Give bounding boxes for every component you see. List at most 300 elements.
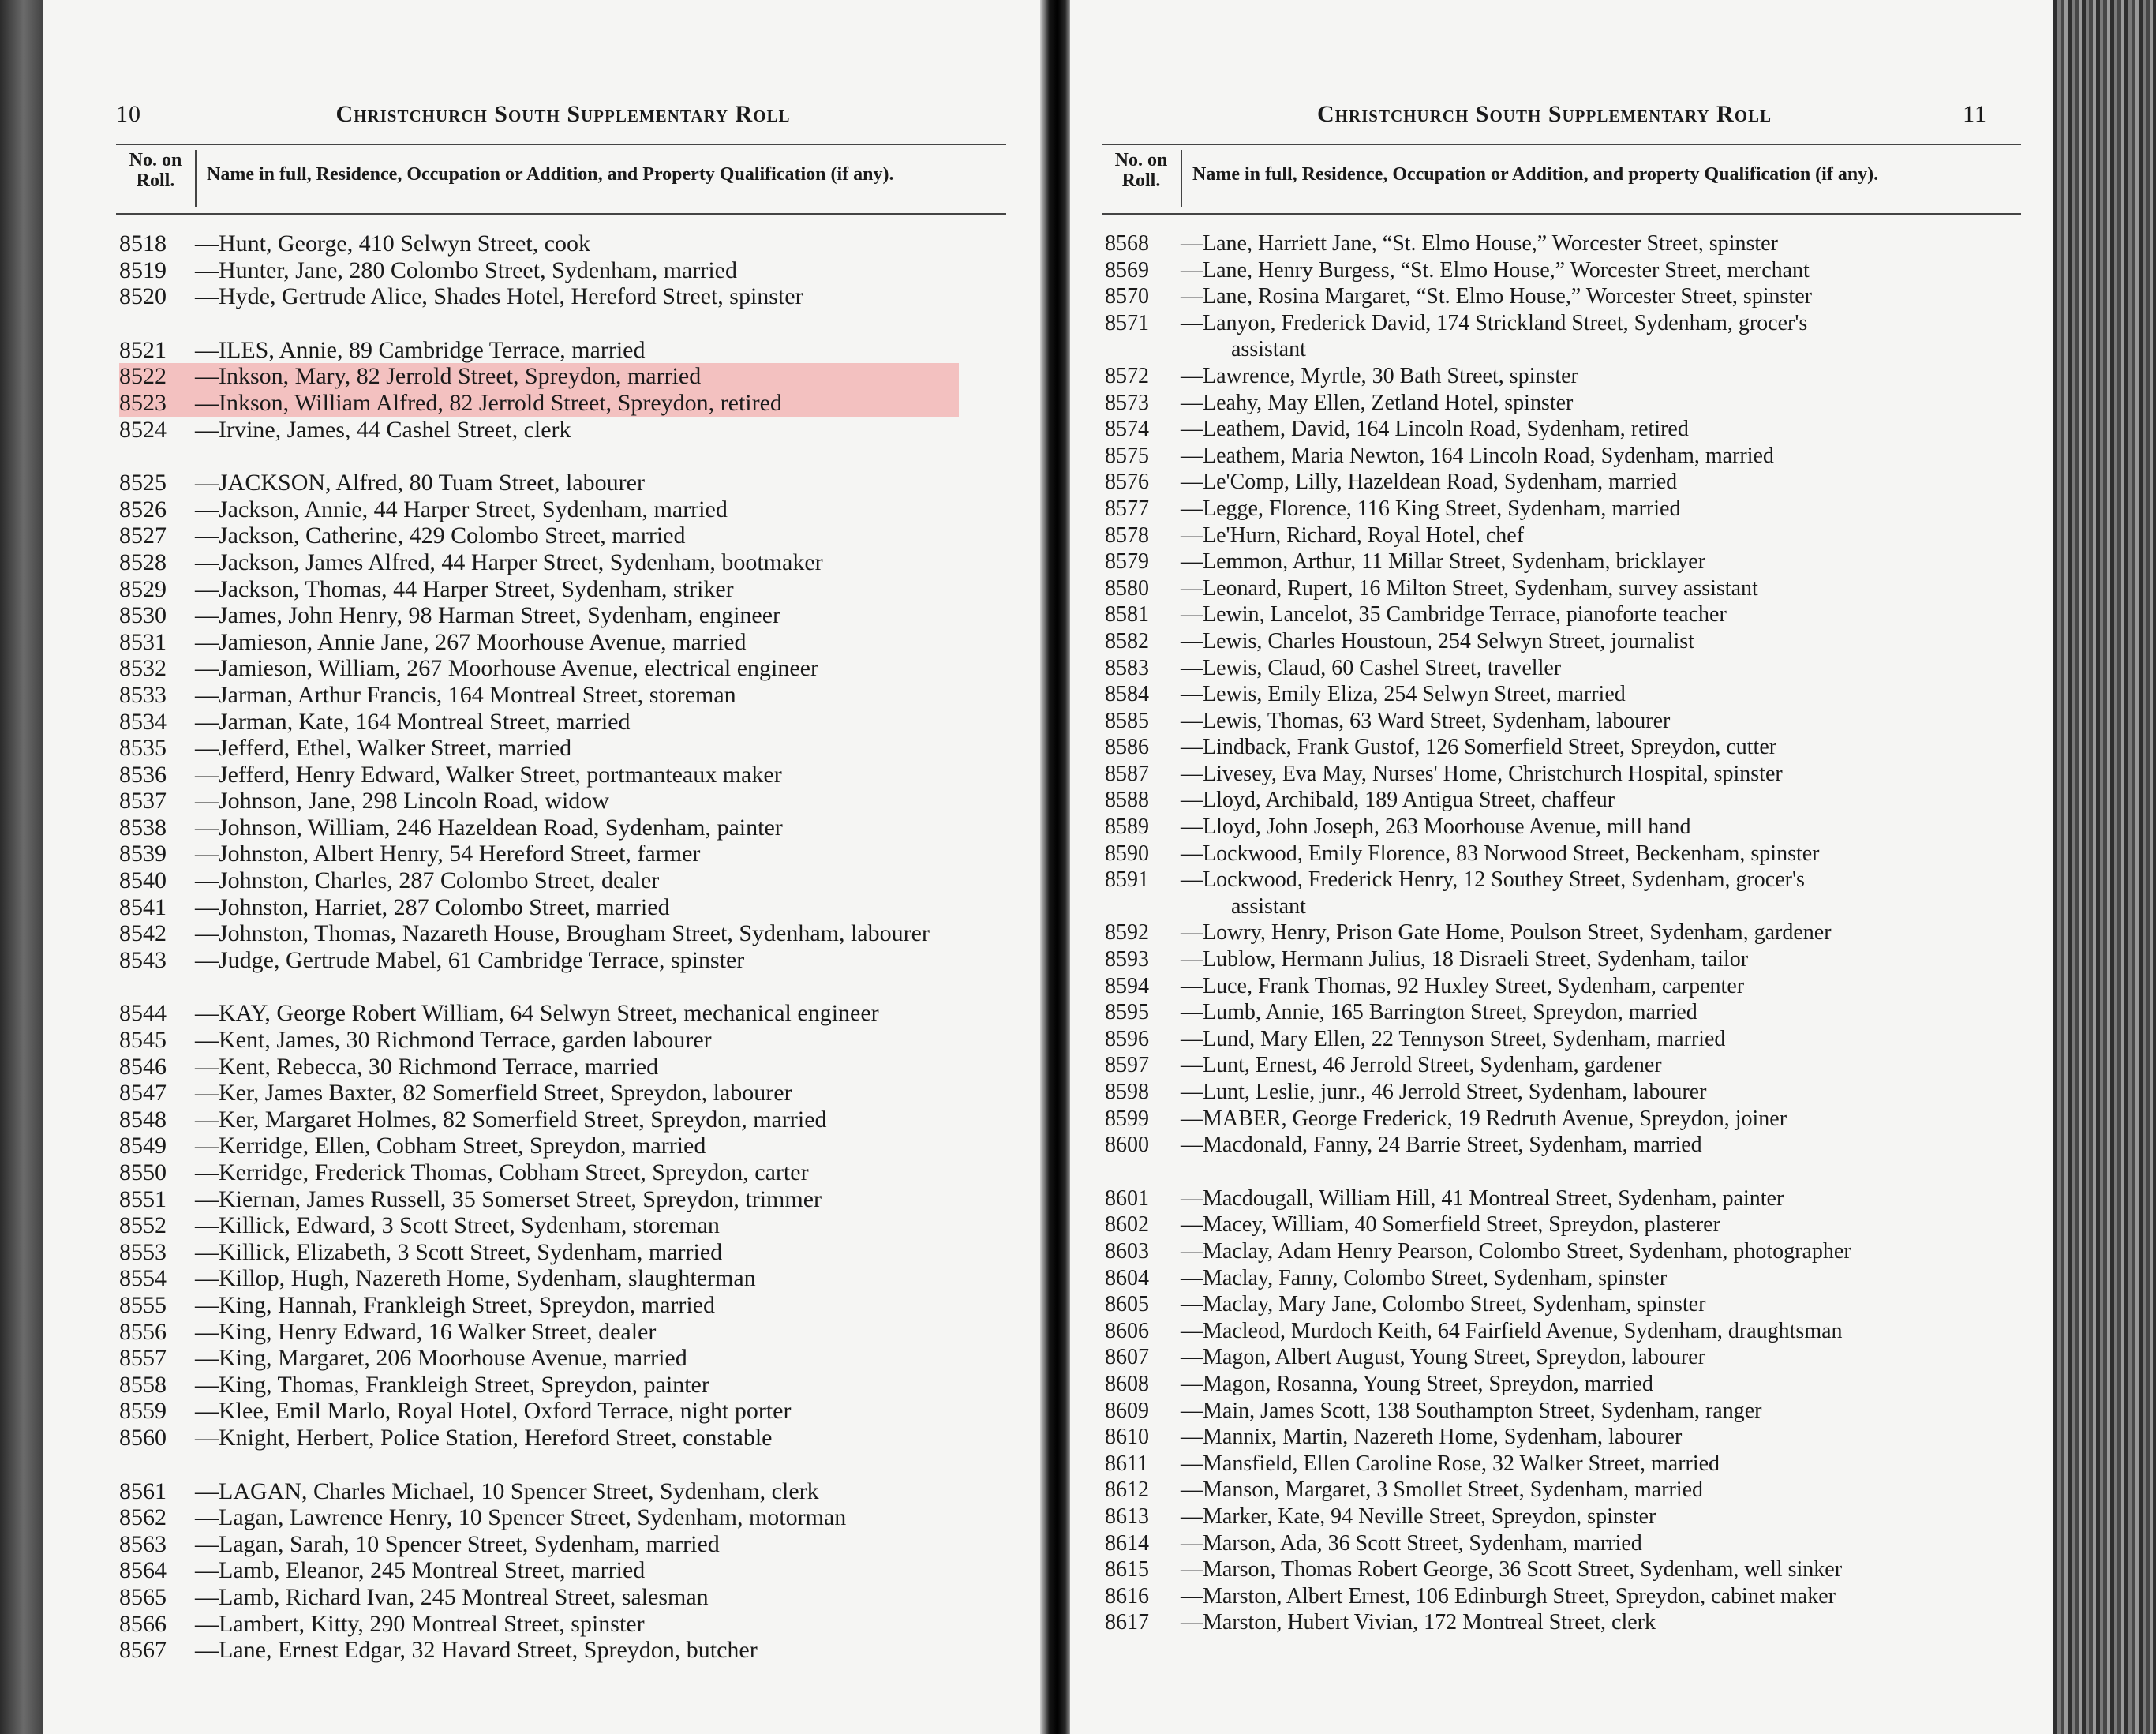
entry-text: —Lewis, Charles Houstoun, 254 Selwyn Street, journalist — [1181, 628, 1694, 654]
entry-text: —Lambert, Kitty, 290 Montreal Street, spinster — [195, 1610, 645, 1637]
entry-text: —Lewis, Emily Eliza, 254 Selwyn Street, married — [1181, 682, 1626, 707]
roll-entry — [1105, 1318, 2033, 1345]
roll-entry — [1105, 1344, 2033, 1371]
roll-entry — [119, 283, 1026, 310]
entry-text: —Jackson, Thomas, 44 Harper Street, Sydenham, striker — [195, 575, 734, 602]
entry-text: —Jackson, Annie, 44 Harper Street, Sydenham, married — [195, 496, 728, 522]
roll-entry — [1105, 496, 2033, 522]
roll-entry — [119, 549, 1026, 576]
roll-entry — [119, 522, 1026, 549]
entry-text: —Jackson, Catherine, 429 Colombo Street, married — [195, 522, 686, 549]
entry-text: —Jamieson, Annie Jane, 267 Moorhouse Avenue, married — [195, 628, 747, 655]
roll-entry — [119, 762, 1026, 788]
roll-entry — [1105, 1583, 2033, 1610]
roll-entry — [119, 1133, 1026, 1159]
entry-text: —Lamb, Eleanor, 245 Montreal Street, married — [195, 1557, 646, 1584]
entry-text: —Marson, Ada, 36 Scott Street, Sydenham, married — [1181, 1530, 1642, 1556]
roll-number: 8591 — [1105, 867, 1149, 893]
roll-entry — [1105, 443, 2033, 470]
entry-text: —Lagan, Sarah, 10 Spencer Street, Sydenham, married — [195, 1530, 720, 1557]
entry-text: —JACKSON, Alfred, 80 Tuam Street, labourer — [195, 470, 645, 496]
roll-number: 8528 — [119, 549, 167, 575]
entry-text: —Maclay, Mary Jane, Colombo Street, Sydenham, spinster — [1181, 1292, 1706, 1317]
roll-entry — [119, 1000, 1026, 1027]
roll-entry — [1105, 336, 2033, 363]
roll-number: 8587 — [1105, 761, 1149, 786]
roll-number-column-label: No. on Roll. — [116, 150, 197, 207]
entry-text: —Lublow, Hermann Julius, 18 Disraeli Street, Sydenham, tailor — [1181, 947, 1749, 972]
roll-entry — [119, 655, 1026, 682]
roll-number: 8525 — [119, 470, 167, 496]
roll-entry — [119, 1292, 1026, 1319]
left-page — [43, 0, 1042, 1734]
roll-entry — [119, 1159, 1026, 1186]
entry-text: —Macdonald, Fanny, 24 Barrie Street, Sydenham, married — [1181, 1133, 1702, 1158]
roll-number: 8562 — [119, 1504, 167, 1531]
entry-text: —Kent, Rebecca, 30 Richmond Terrace, married — [195, 1053, 659, 1080]
entry-text: assistant — [1231, 893, 1306, 919]
page-header — [116, 101, 1010, 136]
roll-number: 8566 — [119, 1610, 167, 1637]
roll-number: 8541 — [119, 893, 167, 920]
page-header — [1102, 101, 1987, 136]
roll-number: 8567 — [119, 1637, 167, 1664]
roll-number: 8565 — [119, 1583, 167, 1610]
roll-entry — [119, 1531, 1026, 1558]
roll-entry — [119, 1504, 1026, 1531]
roll-entry — [119, 1372, 1026, 1399]
roll-number-column-label: No. on Roll. — [1102, 150, 1182, 207]
entry-text: —Lumb, Annie, 165 Barrington Street, Spreydon, married — [1181, 1000, 1697, 1025]
roll-number: 8523 — [119, 389, 167, 416]
entry-text: —Jarman, Arthur Francis, 164 Montreal Street, storeman — [195, 681, 736, 708]
entry-text: —Luce, Frank Thomas, 92 Huxley Street, Sydenham, carpenter — [1181, 973, 1745, 998]
roll-number: 8598 — [1105, 1080, 1149, 1104]
roll-entry — [119, 496, 1026, 523]
page-number: 11 — [1963, 101, 1987, 127]
roll-number: 8557 — [119, 1345, 167, 1372]
roll-entry — [1105, 310, 2033, 337]
roll-entry — [119, 735, 1026, 762]
entry-text: —Leathem, David, 164 Lincoln Road, Sydenham, retired — [1181, 417, 1689, 442]
roll-entry — [119, 1584, 1026, 1611]
entry-text: —Johnson, Jane, 298 Lincoln Road, widow — [195, 788, 609, 815]
roll-entry — [1105, 390, 2033, 417]
roll-number: 8568 — [1105, 231, 1149, 256]
roll-entry — [119, 629, 1026, 656]
roll-entry — [1105, 787, 2033, 814]
roll-entry — [119, 1345, 1026, 1372]
entry-text: —Lloyd, Archibald, 189 Antigua Street, chaffeur — [1181, 788, 1615, 813]
roll-number: 8521 — [119, 336, 167, 363]
roll-number: 8581 — [1105, 602, 1149, 627]
roll-number: 8519 — [119, 257, 167, 283]
roll-number: 8610 — [1105, 1425, 1149, 1450]
roll-entry — [1105, 867, 2033, 893]
entry-text: —ILES, Annie, 89 Cambridge Terrace, married — [195, 336, 646, 363]
roll-entry — [1105, 841, 2033, 867]
entry-text: —Leahy, May Ellen, Zetland Hotel, spinster — [1181, 390, 1574, 415]
roll-entry — [119, 1027, 1026, 1054]
roll-number: 8560 — [119, 1424, 167, 1451]
entry-text: —Maclay, Fanny, Colombo Street, Sydenham, spinster — [1181, 1265, 1668, 1290]
roll-number: 8559 — [119, 1398, 167, 1425]
entry-text: —Lanyon, Frederick David, 174 Strickland Street, Sydenham, grocer's — [1181, 310, 1808, 335]
entry-text: —Irvine, James, 44 Cashel Street, clerk — [195, 416, 571, 443]
roll-number: 8573 — [1105, 390, 1149, 415]
roll-entry — [1105, 1079, 2033, 1106]
roll-number: 8550 — [119, 1159, 167, 1185]
roll-number: 8544 — [119, 1000, 167, 1027]
entry-text: —Jackson, James Alfred, 44 Harper Street, Sydenham, bootmaker — [195, 549, 823, 575]
roll-entry — [1105, 1371, 2033, 1398]
entry-text: —Mansfield, Ellen Caroline Rose, 32 Walker Street, married — [1181, 1451, 1720, 1476]
entry-text: —Macey, William, 40 Somerfield Street, Spreydon, plasterer — [1181, 1212, 1720, 1238]
entry-text: —Lamb, Richard Ivan, 245 Montreal Street, salesman — [195, 1583, 709, 1610]
roll-number: 8586 — [1105, 735, 1149, 760]
roll-number: 8572 — [1105, 363, 1149, 388]
roll-entry — [119, 1425, 1026, 1451]
roll-entry — [119, 1319, 1026, 1346]
roll-number: 8615 — [1105, 1557, 1149, 1582]
roll-number: 8574 — [1105, 417, 1149, 442]
entry-text: —Mannix, Martin, Nazereth Home, Sydenham, labourer — [1181, 1425, 1683, 1450]
roll-number: 8575 — [1105, 443, 1149, 468]
roll-number: 8537 — [119, 788, 167, 815]
roll-number: 8527 — [119, 522, 167, 549]
roll-entry — [119, 1478, 1026, 1505]
roll-number: 8609 — [1105, 1398, 1149, 1423]
entry-text: —Lockwood, Emily Florence, 83 Norwood Street, Beckenham, spinster — [1181, 841, 1820, 866]
roll-entry — [1105, 1504, 2033, 1530]
entry-text: —Knight, Herbert, Police Station, Hereford Street, constable — [195, 1424, 773, 1451]
right-page — [1070, 0, 2057, 1734]
roll-entry — [119, 1557, 1026, 1584]
roll-number: 8600 — [1105, 1133, 1149, 1158]
entry-text: —Lawrence, Myrtle, 30 Bath Street, spinster — [1181, 363, 1578, 388]
book-edge-left — [0, 0, 47, 1734]
entry-text: —King, Margaret, 206 Moorhouse Avenue, married — [195, 1345, 687, 1372]
roll-number: 8551 — [119, 1185, 167, 1212]
entry-text: —Lewis, Claud, 60 Cashel Street, traveller — [1181, 655, 1562, 680]
entry-text: —Lund, Mary Ellen, 22 Tennyson Street, Sydenham, married — [1181, 1026, 1726, 1051]
roll-entry — [119, 867, 1026, 894]
roll-number: 8533 — [119, 681, 167, 708]
entry-text: —MABER, George Frederick, 19 Redruth Avenue, Spreydon, joiner — [1181, 1106, 1787, 1131]
entry-text: —Jarman, Kate, 164 Montreal Street, married — [195, 708, 631, 735]
roll-number: 8590 — [1105, 841, 1149, 866]
roll-number: 8579 — [1105, 549, 1149, 575]
roll-entry — [1105, 1291, 2033, 1318]
entry-text: —James, John Henry, 98 Harman Street, Sydenham, engineer — [195, 602, 781, 629]
entry-text: —Hunter, Jane, 280 Colombo Street, Sydenham, married — [195, 257, 737, 283]
roll-entry — [1105, 1424, 2033, 1451]
roll-entry — [1105, 1212, 2033, 1238]
entry-text: —King, Hannah, Frankleigh Street, Spreydon, married — [195, 1291, 716, 1318]
roll-entry — [1105, 575, 2033, 602]
roll-number: 8594 — [1105, 973, 1149, 998]
roll-number: 8611 — [1105, 1451, 1148, 1476]
roll-entry — [119, 1611, 1026, 1638]
column-header — [116, 144, 1006, 215]
roll-entry — [119, 920, 1026, 947]
roll-number: 8589 — [1105, 815, 1149, 840]
entry-text: —Killick, Edward, 3 Scott Street, Sydenham, storeman — [195, 1212, 720, 1239]
roll-entry — [1105, 734, 2033, 761]
entry-text: —Jamieson, William, 267 Moorhouse Avenue, electrical engineer — [195, 655, 818, 682]
roll-number: 8576 — [1105, 470, 1149, 495]
roll-number: 8535 — [119, 735, 167, 762]
entry-text: —Lemmon, Arthur, 11 Millar Street, Sydenham, bricklayer — [1181, 549, 1706, 575]
roll-entry — [1105, 257, 2033, 284]
entry-text: —Kiernan, James Russell, 35 Somerset Street, Spreydon, trimmer — [195, 1185, 822, 1212]
roll-entry — [119, 815, 1026, 841]
entry-text: —Johnston, Albert Henry, 54 Hereford Street, farmer — [195, 841, 701, 867]
roll-number: 8520 — [119, 283, 167, 310]
roll-number: 8558 — [119, 1371, 167, 1398]
entry-text: —Killick, Elizabeth, 3 Scott Street, Sydenham, married — [195, 1238, 723, 1265]
roll-number: 8546 — [119, 1053, 167, 1080]
entry-text: —Klee, Emil Marlo, Royal Hotel, Oxford Terrace, night porter — [195, 1398, 792, 1425]
roll-entry — [1105, 1609, 2033, 1636]
entry-text: —Lowry, Henry, Prison Gate Home, Poulson Street, Sydenham, gardener — [1181, 920, 1832, 946]
entry-text: —Judge, Gertrude Mabel, 61 Cambridge Terrace, spinster — [195, 946, 745, 973]
roll-number: 8542 — [119, 920, 167, 947]
entry-list — [119, 230, 1026, 1664]
entry-text: —Lindback, Frank Gustof, 126 Somerfield Street, Spreydon, cutter — [1181, 735, 1777, 760]
entry-text: —Inkson, Mary, 82 Jerrold Street, Spreydon, married — [195, 363, 702, 390]
entry-text: —Hyde, Gertrude Alice, Shades Hotel, Hereford Street, spinster — [195, 283, 803, 310]
entry-text: —Ker, James Baxter, 82 Somerfield Street, Spreydon, labourer — [195, 1080, 792, 1107]
entry-text: —Killop, Hugh, Nazereth Home, Sydenham, slaughterman — [195, 1265, 756, 1292]
roll-number: 8602 — [1105, 1212, 1149, 1238]
entry-text: —Kerridge, Ellen, Cobham Street, Spreydon, married — [195, 1133, 706, 1159]
roll-number: 8607 — [1105, 1345, 1149, 1370]
roll-number: 8605 — [1105, 1292, 1149, 1317]
roll-entry — [1105, 628, 2033, 655]
entry-text: —Lloyd, John Joseph, 263 Moorhouse Avenue, mill hand — [1181, 815, 1691, 840]
entry-text: —Marston, Hubert Vivian, 172 Montreal Street, clerk — [1181, 1610, 1656, 1635]
roll-entry — [1105, 973, 2033, 1000]
roll-entry — [119, 1637, 1026, 1664]
roll-number: 8547 — [119, 1080, 167, 1107]
roll-entry — [119, 390, 959, 417]
roll-entry — [119, 602, 1026, 629]
roll-entry — [1105, 1026, 2033, 1053]
entry-text: —Jefferd, Henry Edward, Walker Street, portmanteaux maker — [195, 761, 782, 788]
page-title: Christchurch South Supplementary Roll — [335, 101, 791, 127]
entry-text: —Maclay, Adam Henry Pearson, Colombo Street, Sydenham, photographer — [1181, 1238, 1851, 1264]
entry-text: —Le'Comp, Lilly, Hazeldean Road, Sydenham, married — [1181, 470, 1678, 495]
roll-number: 8571 — [1105, 310, 1149, 335]
entry-text: —Lane, Henry Burgess, “St. Elmo House,” Worcester Street, merchant — [1181, 257, 1810, 283]
entry-text: —Johnston, Thomas, Nazareth House, Brougham Street, Sydenham, labourer — [195, 920, 930, 947]
entry-text: —KAY, George Robert William, 64 Selwyn Street, mechanical engineer — [195, 1000, 879, 1027]
roll-entry — [119, 947, 1026, 974]
roll-entry — [119, 788, 1026, 815]
roll-number: 8543 — [119, 946, 167, 973]
roll-entry — [1105, 283, 2033, 310]
entry-text: —Inkson, William Alfred, 82 Jerrold Street, Spreydon, retired — [195, 389, 782, 416]
roll-number: 8554 — [119, 1265, 167, 1292]
roll-number: 8595 — [1105, 1000, 1149, 1025]
roll-number: 8585 — [1105, 708, 1149, 733]
roll-entry — [119, 1398, 1026, 1425]
roll-entry — [1105, 1132, 2033, 1159]
entry-text: —Lunt, Ernest, 46 Jerrold Street, Sydenham, gardener — [1181, 1053, 1662, 1078]
roll-entry — [119, 1054, 1026, 1080]
entry-text: —Le'Hurn, Richard, Royal Hotel, chef — [1181, 522, 1525, 548]
roll-entry — [119, 1212, 1026, 1239]
entry-text: —Magon, Albert August, Young Street, Spreydon, labourer — [1181, 1345, 1705, 1370]
roll-entry — [119, 682, 1026, 709]
roll-entry — [119, 709, 1026, 736]
roll-entry — [1105, 999, 2033, 1026]
roll-entry — [119, 337, 1026, 364]
entry-text: —Legge, Florence, 116 King Street, Sydenham, married — [1181, 496, 1681, 521]
roll-number: 8616 — [1105, 1583, 1149, 1609]
roll-entry — [1105, 1185, 2033, 1212]
entry-text: —Lane, Harriett Jane, “St. Elmo House,” Worcester Street, spinster — [1181, 231, 1778, 256]
roll-entry — [1105, 416, 2033, 443]
roll-number: 8526 — [119, 496, 167, 522]
roll-number: 8582 — [1105, 628, 1149, 654]
roll-number: 8570 — [1105, 284, 1149, 309]
entry-text: —Jefferd, Ethel, Walker Street, married — [195, 735, 572, 762]
roll-number: 8606 — [1105, 1318, 1149, 1343]
roll-entry — [1105, 655, 2033, 682]
page-number: 10 — [116, 101, 141, 127]
entry-text: —Kent, James, 30 Richmond Terrace, garden labourer — [195, 1027, 712, 1054]
roll-number: 8534 — [119, 708, 167, 735]
roll-entry — [1105, 893, 2033, 920]
roll-number: 8597 — [1105, 1053, 1149, 1078]
roll-entry — [1105, 946, 2033, 973]
roll-number: 8549 — [119, 1133, 167, 1159]
roll-entry — [1105, 1451, 2033, 1477]
roll-number: 8601 — [1105, 1185, 1149, 1211]
roll-entry — [1105, 1265, 2033, 1292]
entry-text: —Marker, Kate, 94 Neville Street, Spreydon, spinster — [1181, 1504, 1656, 1529]
roll-number: 8599 — [1105, 1106, 1149, 1131]
roll-entry — [119, 1186, 1026, 1213]
roll-number: 8612 — [1105, 1477, 1149, 1503]
roll-entry — [1105, 1106, 2033, 1133]
roll-number: 8563 — [119, 1530, 167, 1557]
entry-text: —Leathem, Maria Newton, 164 Lincoln Road, Sydenham, married — [1181, 443, 1774, 468]
roll-number: 8614 — [1105, 1530, 1149, 1556]
entry-list — [1105, 230, 2033, 1636]
entry-text: —Lagan, Lawrence Henry, 10 Spencer Street, Sydenham, motorman — [195, 1504, 847, 1531]
roll-number: 8608 — [1105, 1371, 1149, 1396]
roll-entry — [1105, 761, 2033, 788]
book-gutter — [1040, 0, 1072, 1734]
name-column-label: Name in full, Residence, Occupation or Addition, and Property Qualification (if any). — [207, 164, 894, 185]
roll-entry — [119, 417, 1026, 444]
entry-text: —Lunt, Leslie, junr., 46 Jerrold Street, Sydenham, labourer — [1181, 1080, 1707, 1104]
entry-text: —Macleod, Murdoch Keith, 64 Fairfield Avenue, Sydenham, draughtsman — [1181, 1318, 1843, 1343]
roll-number: 8592 — [1105, 920, 1149, 946]
roll-entry — [119, 1239, 1026, 1266]
entry-text: —Lane, Rosina Margaret, “St. Elmo House,” Worcester Street, spinster — [1181, 284, 1812, 309]
roll-number: 8593 — [1105, 947, 1149, 972]
roll-entry — [119, 1080, 1026, 1107]
roll-number: 8531 — [119, 628, 167, 655]
roll-number: 8569 — [1105, 257, 1149, 283]
roll-number: 8556 — [119, 1318, 167, 1345]
roll-number: 8553 — [119, 1238, 167, 1265]
roll-entry — [1105, 469, 2033, 496]
entry-text: —Marston, Albert Ernest, 106 Edinburgh Street, Spreydon, cabinet maker — [1181, 1583, 1836, 1609]
roll-number: 8561 — [119, 1477, 167, 1504]
entry-text: —Lockwood, Frederick Henry, 12 Southey Street, Sydenham, grocer's — [1181, 867, 1805, 893]
entry-text: —Macdougall, William Hill, 41 Montreal Street, Sydenham, painter — [1181, 1185, 1784, 1211]
roll-number: 8530 — [119, 602, 167, 629]
roll-entry — [1105, 1238, 2033, 1265]
roll-entry — [1105, 1052, 2033, 1079]
roll-entry — [1105, 1477, 2033, 1504]
entry-text: —Lewin, Lancelot, 35 Cambridge Terrace, pianoforte teacher — [1181, 602, 1727, 627]
roll-entry — [119, 841, 1026, 867]
page-title: Christchurch South Supplementary Roll — [1316, 101, 1772, 127]
roll-entry — [119, 363, 959, 390]
roll-entry — [1105, 601, 2033, 628]
entry-text: —Kerridge, Frederick Thomas, Cobham Street, Spreydon, carter — [195, 1159, 809, 1185]
entry-text: —Lewis, Thomas, 63 Ward Street, Sydenham, labourer — [1181, 708, 1671, 733]
roll-entry — [1105, 230, 2033, 257]
roll-number: 8603 — [1105, 1238, 1149, 1264]
entry-text: —King, Henry Edward, 16 Walker Street, dealer — [195, 1318, 657, 1345]
roll-number: 8529 — [119, 575, 167, 602]
name-column-label: Name in full, Residence, Occupation or Addition, and property Qualification (if any). — [1192, 164, 1879, 185]
roll-number: 8536 — [119, 761, 167, 788]
roll-number: 8552 — [119, 1212, 167, 1239]
entry-text: —Ker, Margaret Holmes, 82 Somerfield Street, Spreydon, married — [195, 1106, 827, 1133]
entry-text: —Lane, Ernest Edgar, 32 Havard Street, Spreydon, butcher — [195, 1637, 758, 1664]
roll-entry — [119, 1265, 1026, 1292]
entry-text: —King, Thomas, Frankleigh Street, Spreydon, painter — [195, 1371, 709, 1398]
roll-entry — [1105, 363, 2033, 390]
entry-text: —Main, James Scott, 138 Southampton Street, Sydenham, ranger — [1181, 1398, 1762, 1423]
roll-number: 8539 — [119, 841, 167, 867]
entry-text: —Leonard, Rupert, 16 Milton Street, Sydenham, survey assistant — [1181, 575, 1758, 601]
roll-entry — [119, 576, 1026, 603]
roll-entry — [1105, 919, 2033, 946]
roll-number: 8617 — [1105, 1610, 1149, 1635]
entry-text: —Manson, Margaret, 3 Smollet Street, Sydenham, married — [1181, 1477, 1704, 1503]
roll-number: 8564 — [119, 1557, 167, 1584]
entry-text: —LAGAN, Charles Michael, 10 Spencer Street, Sydenham, clerk — [195, 1477, 819, 1504]
roll-number: 8584 — [1105, 682, 1149, 707]
roll-number: 8613 — [1105, 1504, 1149, 1529]
roll-entry — [119, 257, 1026, 284]
roll-number: 8538 — [119, 814, 167, 841]
roll-number: 8522 — [119, 363, 167, 390]
roll-entry — [119, 894, 1026, 921]
roll-number: 8548 — [119, 1106, 167, 1133]
roll-number: 8545 — [119, 1027, 167, 1054]
entry-text: —Livesey, Eva May, Nurses' Home, Christchurch Hospital, spinster — [1181, 761, 1783, 786]
entry-text: assistant — [1231, 337, 1306, 362]
roll-entry — [1105, 814, 2033, 841]
roll-entry — [1105, 522, 2033, 549]
roll-number: 8577 — [1105, 496, 1149, 521]
roll-number: 8518 — [119, 230, 167, 257]
roll-number: 8583 — [1105, 655, 1149, 680]
roll-number: 8532 — [119, 655, 167, 682]
entry-text: —Hunt, George, 410 Selwyn Street, cook — [195, 230, 591, 257]
column-header — [1102, 144, 2021, 215]
